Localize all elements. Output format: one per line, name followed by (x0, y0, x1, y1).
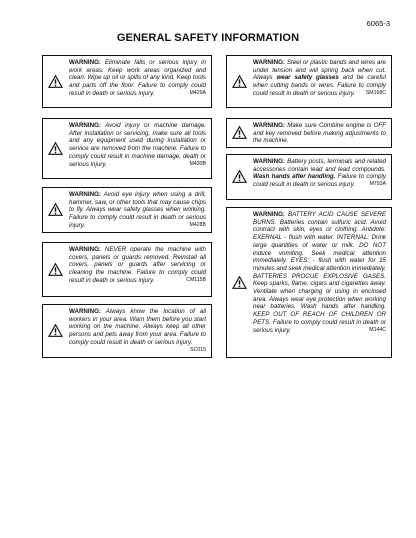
warning-box-cm115b (42, 242, 212, 297)
warning-triangle-icon (48, 75, 63, 88)
warning-code: M430B (189, 160, 206, 167)
warning-text: Eliminate falls or serious injury in work areas. Keep work areas organized and clean. Wipe up oil or spills of any kind. Keep tools and parts off the floor. Failure to comply could result in death or serious injury. (69, 59, 206, 97)
warning-triangle-icon (232, 276, 247, 289)
warning-text: Steel or plastic bands and wires are under tension and will spring back when cut. Always (253, 59, 386, 82)
warning-code: M429A (189, 89, 206, 96)
warning-text-bold: wear safety glasses (276, 74, 339, 82)
page-title: GENERAL SAFETY INFORMATION (116, 32, 300, 44)
warning-text: Make sure Combine engine is OFF and key removed before making adjustments to the machine. (253, 122, 386, 145)
warning-label: WARNING: (69, 191, 101, 198)
warning-box-m429a (42, 55, 212, 108)
warning-label: WARNING: (69, 246, 101, 253)
warning-text: Failure to comply could result in death or serious injury. (253, 173, 386, 189)
warning-triangle-icon (232, 170, 247, 183)
warning-text: BATTERY ACID CAUSE SEVERE BURNS. Batteries contain sulfuric acid. Avoid contract with skin, eyes or clothing. Antidote: EXERNAL - flush with water. INTERNAL: Drink large quantities of water or milk. DO NOT induce vomiting. Seek medical attention immediately. EYES: - flush with water for 15 minutes and seek medical attention immediately. BATTERIES PROCUE EXPLOSIVE GASES. Keep sparks, flame, cigars and cigarettes away. Ventilate when charging or using in enclosed area. Always wear eye protection when working near batteries. Wash hands after handling. KEEP OUT OF REACH OF CHILDREN OR PETS. Failure to comply could result in death or serious injury. (253, 211, 386, 334)
warning-label: WARNING: (253, 211, 285, 218)
warning-label: WARNING: (253, 158, 285, 165)
warning-label: WARNING: (69, 308, 101, 315)
warning-code: SC015 (190, 346, 206, 353)
warning-label: WARNING: (253, 59, 285, 66)
warning-triangle-icon (232, 75, 247, 88)
warning-code: M793A (369, 181, 386, 188)
warning-triangle-icon (48, 263, 63, 276)
warning-box-m428b (42, 187, 212, 233)
page-number: 6065-3 (366, 19, 390, 28)
warning-box-sm168c (226, 55, 392, 108)
warning-text: Avoid eye injury when using a drill, hammer, saw, or other tools that may cause chips to fly. Always wear safety glasses when working. Failure to comply could result in death or serious injury. (69, 191, 207, 229)
warning-triangle-icon (48, 203, 63, 216)
warning-code: M428B (189, 221, 206, 228)
warning-text: NEVER operate the machine with covers, panels or guards removed. Reinstall all covers, panels or guards after servicing or cleaning the machine. Failure to comply could result in death or serious injury. (69, 246, 206, 284)
warning-text-bold: Wash hands after handling. (253, 173, 336, 181)
warning-box-combine (226, 118, 392, 148)
warning-label: WARNING: (253, 122, 285, 129)
warning-code: M144C (369, 326, 386, 333)
warning-triangle-icon (48, 142, 63, 155)
warning-box-m430b (42, 118, 212, 179)
warning-triangle-icon (48, 324, 63, 337)
warning-text: and be careful when cutting bands or wires. Failure to comply could result in death or serious injury. (253, 74, 386, 97)
warning-label: WARNING: (69, 122, 101, 129)
warning-code: CM115B (186, 276, 206, 283)
warning-code: SM168C (365, 89, 386, 96)
warning-label: WARNING: (69, 59, 101, 66)
warning-text: Battery posts, terminals and related accessories contain lead and lead compounds. (253, 158, 386, 173)
warning-box-m793a (226, 154, 392, 200)
warning-box-sc015 (42, 304, 212, 358)
warning-text: Always know the location of all workers in your area. Warn them before you start working on the machine. Always keep all other persons and pets away from your area. Failure to comply could result in death or serious injury. (69, 308, 206, 346)
warning-text: Avoid injury or machine damage. After installation or servicing, make sure all tools and any equipment used during installation or service are removed from the machine. Failure to comply could result in machine damage, death or serious injury. (69, 122, 206, 168)
warning-box-m144c (226, 207, 392, 358)
warning-triangle-icon (232, 126, 247, 139)
